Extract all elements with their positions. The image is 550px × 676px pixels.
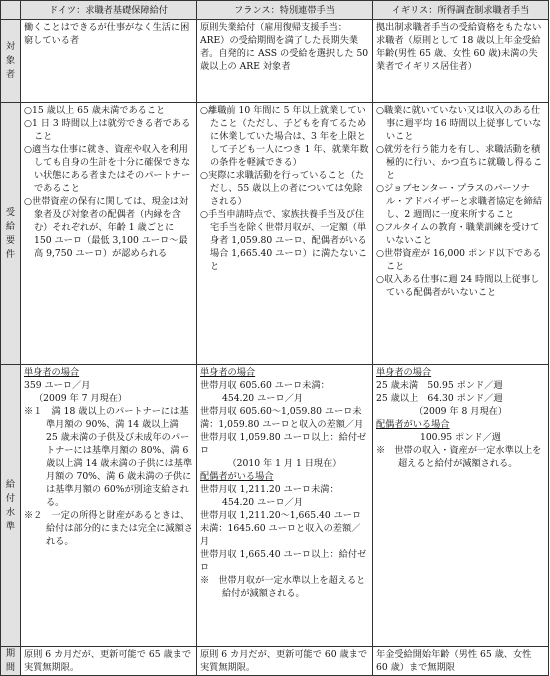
period-germany: 原則 6 カ月だが、更新可能で 65 歳まで実質無期限。 bbox=[21, 647, 197, 676]
requirement-item: ○1 日 3 時間以上は就労できる者であること bbox=[24, 118, 191, 142]
benefit-single-heading: 単身者の場合 bbox=[376, 367, 432, 378]
requirement-item: ○適当な仕事に就き、資産や収入を利用しても自身の生計を十分に確保できない状態にある者またはそのパートナーであること bbox=[24, 144, 191, 194]
header-row bbox=[1, 1, 549, 20]
target-row bbox=[1, 20, 549, 103]
benefit-as-of-date: （2009 年 7 月現在） bbox=[34, 393, 128, 404]
requirement-item: ○職業に就いていない又は収入のある仕事に週平均 16 時間以上従事していないこと bbox=[376, 105, 542, 142]
benefit-note: ※ 世帯月収が一定水準以上を超えると給付が減額される。 bbox=[200, 575, 366, 599]
period-france: 原則 6 カ月だが、更新可能で 60 歳まで実質無期限。 bbox=[197, 647, 373, 676]
requirements-uk bbox=[373, 103, 549, 365]
period-row bbox=[1, 647, 549, 676]
benefit-uk bbox=[373, 365, 549, 647]
benefit-row-label: 給付水準 bbox=[1, 365, 21, 647]
benefit-as-of-date: （2010 年 1 月 1 日現在） bbox=[227, 458, 342, 469]
target-row-label: 対象者 bbox=[1, 20, 21, 103]
target-uk: 拠出制求職者手当の受給資格をもたない求職者（原則として 18 歳以上年金受給年齢(男性 65 歳、女性 60 歳)未満の失業者でイギリス居住者） bbox=[373, 20, 549, 103]
requirements-row bbox=[1, 103, 549, 365]
benefit-line: 454.20 ユーロ／月 bbox=[222, 393, 304, 404]
benefit-line: 世帯月収 1,059.80 ユーロ以上：給付ゼロ bbox=[200, 432, 367, 456]
benefit-germany bbox=[21, 365, 197, 647]
benefit-line: 世帯月収 1,665.40 ユーロ以上：給付ゼロ bbox=[200, 549, 367, 573]
requirement-item: ○世帯資産の保有に関しては、現金は対象者及び対象者の配偶者（内縁を含む）それぞれが、年齢 1 歳ごとに 150 ユーロ（最低 3,100 ユーロ～最高 9,750 ユーロ）が認められる bbox=[24, 196, 189, 259]
requirements-france bbox=[197, 103, 373, 365]
requirement-item: ○15 歳以上 65 歳未満であること bbox=[24, 105, 166, 116]
benefit-line: 454.20 ユーロ／月 bbox=[222, 497, 304, 508]
header-france: フランス：特別連帯手当 bbox=[197, 1, 373, 20]
period-uk: 年金受給開始年齢（男性 65 歳、女性 60 歳）まで無期限 bbox=[373, 647, 549, 676]
benefit-line: 世帯月収 1,211.20 ユーロ未満： bbox=[200, 484, 339, 495]
requirements-germany bbox=[21, 103, 197, 365]
benefit-line: 25 歳未満 50.95 ポンド／週 bbox=[376, 380, 503, 391]
benefit-as-of-date: （2009 年 8 月現在） bbox=[413, 406, 508, 417]
benefit-married-heading: 配偶者がいる場合 bbox=[376, 419, 450, 430]
benefit-married-heading: 配偶者がいる場合 bbox=[200, 471, 274, 482]
benefit-note: ※２ 一定の所得と財産があるときは、給付は部分的にまたは完全に減額される。 bbox=[24, 510, 193, 547]
requirements-row-label: 受給要件 bbox=[1, 103, 21, 365]
target-germany: 働くことはできるが仕事がなく生活に困窮している者 bbox=[21, 20, 197, 103]
benefit-amount: 359 ユーロ／月 bbox=[24, 380, 91, 391]
requirement-item: ○世帯資産が 16,000 ポンド以下であること bbox=[376, 248, 542, 272]
benefit-note: ※ 世帯の収入・資産が一定水準以上を超えると給付が減額される。 bbox=[376, 445, 542, 469]
header-uk: イギリス：所得調査制求職者手当 bbox=[373, 1, 549, 20]
requirement-item: ○手当申請時点で、家族扶養手当及び住宅手当を除く世帯月収が、一定額（単身者 1,059.80 ユーロ、配偶者がいる場合 1,665.40 ユーロ）に満たないこと bbox=[200, 209, 368, 272]
requirement-item: ○ジョブセンター・プラスのパーソナル・アドバイザーと求職者協定を締結し、2 週間に一度来所すること bbox=[376, 183, 543, 220]
requirement-item: ○実際に求職活動を行っていること（ただし、55 歳以上の者については免除される） bbox=[200, 170, 365, 207]
target-france: 原則失業給付（雇用復帰支援手当：ARE）の受給期間を満了した長期失業者。自発的に ASS の受給を選択した 50 歳以上の ARE 対象者 bbox=[197, 20, 373, 103]
benefit-line: 25 歳以上 64.30 ポンド／週 bbox=[376, 393, 503, 404]
benefit-single-heading: 単身者の場合 bbox=[24, 367, 80, 378]
benefit-single-heading: 単身者の場合 bbox=[200, 367, 256, 378]
requirement-item: ○就労を行う能力を有し、求職活動を積極的に行い、かつ直ちに就職し得ること bbox=[376, 144, 543, 181]
benefit-amount: 100.95 ポンド／週 bbox=[419, 432, 501, 443]
benefit-line: 世帯月収 1,211.20～1,665.40 ユーロ未満：1645.60 ユーロと収入の差額／月 bbox=[200, 510, 362, 547]
benefit-france bbox=[197, 365, 373, 647]
benefit-note: ※１ 満 18 歳以上のパートナーには基準月額の 90%、満 14 歳以上満 25 歳未満の子供及び未成年のパートナーには基準月額の 80%、満 6 歳以上満 14 歳未満の子供には基準月額の 70%、満 6 歳未満の子供には基準月額の 60%が別途支給される。 bbox=[24, 406, 193, 508]
requirement-item: ○収入ある仕事に週 24 時間以上従事している配偶者がいないこと bbox=[376, 274, 540, 298]
requirement-item: ○フルタイムの教育・職業訓練を受けていないこと bbox=[376, 222, 540, 246]
header-corner bbox=[1, 1, 21, 20]
benefit-row bbox=[1, 365, 549, 647]
benefit-line: 世帯月収 605.60～1,059.80 ユーロ未満：1,059.80 ユーロと収入の差額／月 bbox=[200, 406, 364, 430]
requirement-item: ○離職前 10 年間に 5 年以上就業していたこと（ただし、子どもを育てるために休業していた場合は、3 年を上限として子ども一人につき 1 年、就業年数の条件を軽減できる） bbox=[200, 105, 369, 168]
period-row-label: 期間 bbox=[1, 647, 21, 676]
benefit-line: 世帯月収 605.60 ユーロ未満： bbox=[200, 380, 330, 391]
header-germany: ドイツ：求職者基礎保障給付 bbox=[21, 1, 197, 20]
